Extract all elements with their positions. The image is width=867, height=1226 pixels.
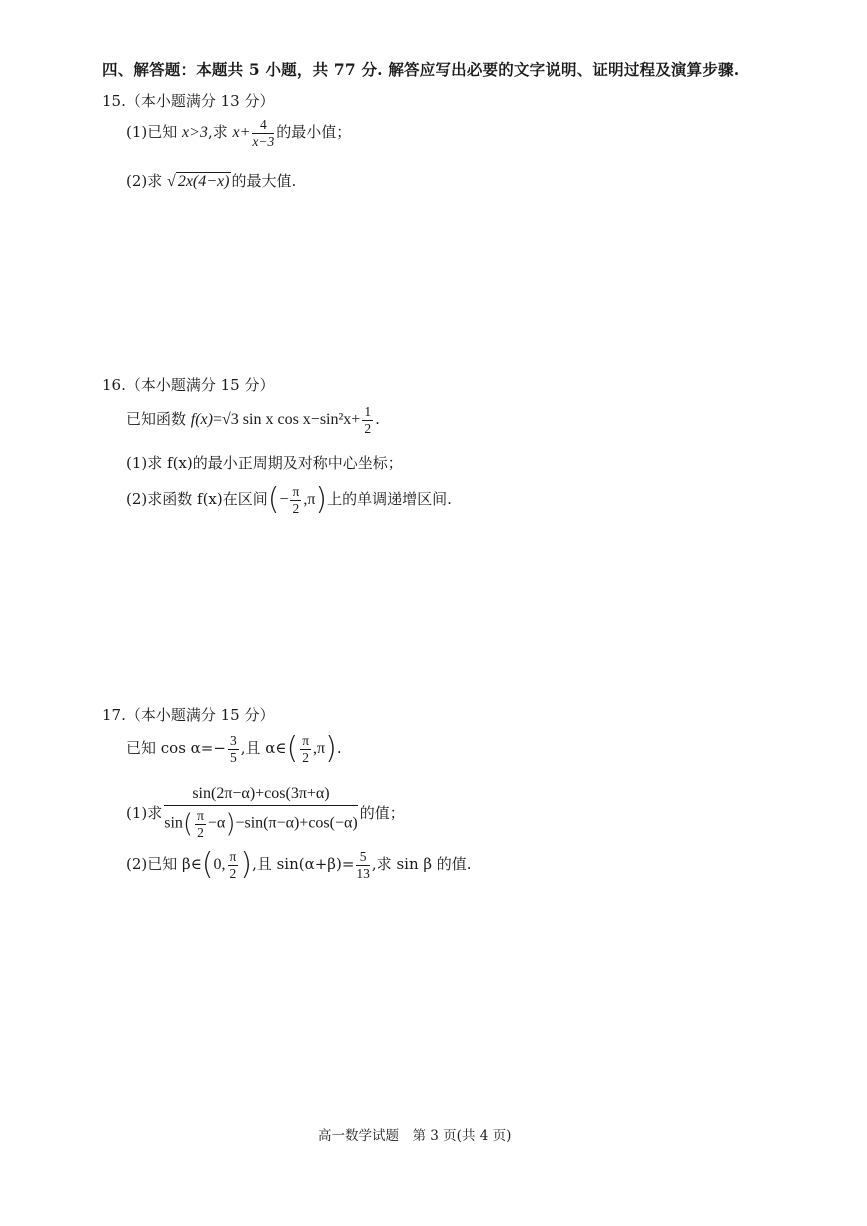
q16-intro-eq: =√3 sin x cos x−sin²x+ bbox=[212, 411, 361, 429]
q16-p2-num: π bbox=[292, 484, 300, 499]
right-paren-icon: ) bbox=[315, 482, 328, 518]
q17-p1-den-fraction bbox=[195, 808, 206, 840]
page-footer: 高一数学试题 第 3 页(共 4 页) bbox=[318, 1128, 512, 1144]
q17-p2-suffix: ,求 sin β 的值. bbox=[371, 855, 472, 874]
q17-intro-prefix: 已知 cos α=− bbox=[126, 739, 226, 758]
q17-intro-mid: ,且 α∈ bbox=[240, 739, 287, 758]
q17-p2-int-a: 0, bbox=[213, 856, 226, 874]
q17-p2-num: 5 bbox=[356, 849, 370, 866]
q17-p1-fraction bbox=[164, 785, 357, 840]
q17-p1-numerator: sin(2π−α)+cos(3π+α) bbox=[164, 785, 357, 806]
q17-p2-den: 13 bbox=[356, 865, 370, 881]
q16-intro bbox=[126, 404, 380, 436]
q15-p1-suffix: 的最小值； bbox=[276, 123, 352, 142]
q17-p1-den-b: −α bbox=[207, 815, 226, 833]
q17-p1-suffix: 的值； bbox=[359, 804, 405, 823]
q15-p2-suffix: 的最大值. bbox=[231, 172, 297, 190]
left-paren-icon: ( bbox=[267, 482, 280, 518]
q17-p1-den-den: 2 bbox=[197, 824, 204, 840]
q17-p2-int-fraction bbox=[228, 849, 239, 881]
q16-p2-int-end: ,π bbox=[303, 491, 316, 509]
right-paren-icon: ) bbox=[325, 731, 337, 767]
q17-p2-fraction bbox=[356, 849, 370, 881]
q17-intro-int-den: 2 bbox=[302, 749, 309, 765]
q17-intro-num: 3 bbox=[229, 733, 237, 748]
q16-p2-den: 2 bbox=[292, 500, 300, 516]
q16-part2 bbox=[126, 484, 452, 516]
left-paren-icon: ( bbox=[286, 731, 299, 767]
q17-intro-int-num: π bbox=[302, 733, 310, 748]
q16-intro-prefix: 已知函数 bbox=[126, 410, 191, 429]
q15-part2 bbox=[126, 170, 296, 191]
q15-p1-fraction bbox=[252, 117, 274, 149]
q16-intro-fraction bbox=[362, 404, 373, 436]
q17-part2 bbox=[126, 849, 472, 881]
q17-p2-int-den: 2 bbox=[229, 865, 237, 881]
q17-intro-int-fraction bbox=[300, 733, 311, 765]
q17-p1-den-num: π bbox=[197, 808, 204, 824]
right-paren-icon: ) bbox=[240, 847, 253, 883]
q17-p1-den-a: sin bbox=[164, 815, 183, 833]
q15-p1-cond: x>3 bbox=[182, 124, 208, 142]
sqrt-icon: √ bbox=[167, 173, 176, 190]
q17-p2-int-num: π bbox=[229, 849, 237, 864]
q16-title: 16.（本小题满分 15 分） bbox=[102, 376, 275, 394]
q15-p1-prefix: (1)已知 bbox=[126, 123, 183, 142]
q17-part1 bbox=[126, 785, 405, 840]
q15-p1-den: x−3 bbox=[252, 133, 275, 149]
q17-intro-int-end: ,π bbox=[313, 740, 326, 758]
q17-intro-fraction bbox=[228, 733, 239, 765]
q15-title: 15.（本小题满分 13 分） bbox=[102, 92, 275, 110]
q15-p1-num: 4 bbox=[252, 117, 274, 134]
right-paren-icon: ) bbox=[225, 809, 236, 840]
q16-intro-end: . bbox=[375, 410, 380, 429]
section-header: 四、解答题：本题共 5 小题，共 77 分. 解答应写出必要的文字说明、证明过程及演算步骤. bbox=[102, 60, 740, 79]
q16-part1: (1)求 f(x)的最小正周期及对称中心坐标； bbox=[126, 454, 403, 472]
q16-intro-num: 1 bbox=[364, 404, 372, 419]
q16-p2-prefix: (2)求函数 f(x)在区间 bbox=[126, 490, 268, 509]
q16-p2-suffix: 上的单调递增区间. bbox=[327, 490, 452, 509]
q16-p2-minus: − bbox=[279, 491, 289, 509]
q15-p1-expr: x+ bbox=[232, 124, 251, 142]
q15-part1 bbox=[126, 117, 351, 149]
left-paren-icon: ( bbox=[201, 847, 214, 883]
q17-intro bbox=[126, 733, 342, 765]
q17-intro-end: . bbox=[336, 739, 342, 758]
left-paren-icon: ( bbox=[182, 809, 194, 840]
q17-p2-prefix: (2)已知 β∈ bbox=[126, 855, 202, 874]
q16-intro-f: f(x) bbox=[190, 411, 213, 429]
q17-title: 17.（本小题满分 15 分） bbox=[102, 706, 275, 724]
q16-intro-den: 2 bbox=[364, 420, 372, 436]
q17-p1-denominator bbox=[164, 806, 357, 840]
q16-p2-fraction bbox=[290, 484, 301, 516]
q17-p1-den-c: −sin(π−α)+cos(−α) bbox=[235, 815, 358, 833]
q17-intro-den: 5 bbox=[229, 749, 237, 765]
q17-p2-mid: ,且 sin(α+β)= bbox=[252, 855, 355, 874]
q17-p1-prefix: (1)求 bbox=[126, 804, 163, 823]
q15-p2-radicand: 2x(4−x) bbox=[177, 173, 230, 190]
q15-p2-prefix: (2)求 bbox=[126, 172, 168, 190]
q15-p1-mid: ,求 bbox=[207, 123, 233, 142]
